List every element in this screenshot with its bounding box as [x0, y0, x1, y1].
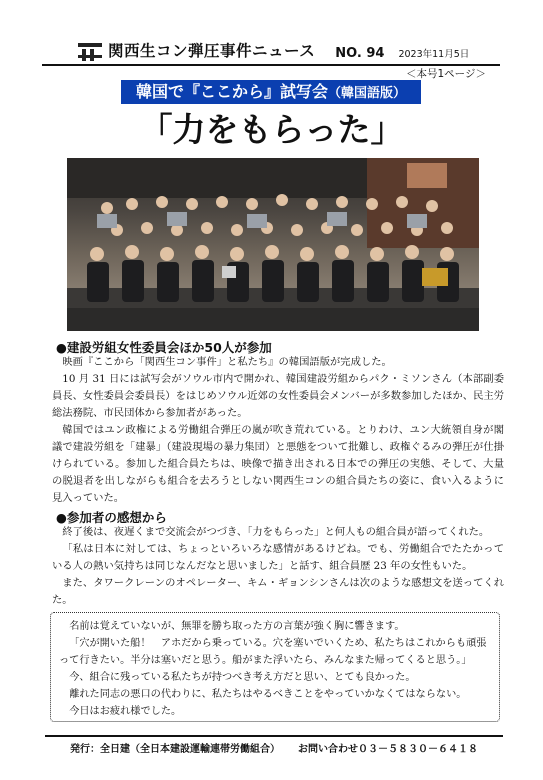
section1-paragraph: 映画『ここから「関西生コン事件」と私たち』の韓国語版が完成した。	[62, 356, 392, 368]
section2-body	[52, 524, 504, 609]
issue-date: 2023年11月5日	[398, 49, 470, 60]
union-logo-icon	[78, 41, 102, 61]
section1-paragraph: 韓国ではユン政権による労働組合弾圧の嵐が吹き荒れている。とりわけ、ユン大統領自身が閣議で建設労組を「建暴」（建設現場の暴力集団）と悪態をついて批難し、政権ぐるみの弾圧が仕掛けられている。参加した組合員たちは、映像で描き出される日本での弾圧の実態、そして、大量の脱退者を出しながらも組合を去ろうとしない関西生コンの組合員たちの姿に、食い入るように見入っていた。	[52, 424, 504, 504]
quote-paragraph: 今、組合に残っている私たちが持つべき考え方だと思い、とても良かった。	[69, 672, 416, 683]
quote-paragraph: 今日はお疲れ様でした。	[69, 706, 182, 717]
headline: 「力をもらった」	[139, 110, 404, 149]
event-banner	[121, 80, 421, 104]
newsletter-header	[42, 36, 500, 66]
banner-main-text: 韓国で『ここから』試写会	[135, 82, 328, 101]
group-photo	[67, 158, 479, 331]
section2-heading: ●参加者の感想から	[56, 510, 167, 525]
page-note: ＜本号1ページ＞	[406, 68, 486, 80]
section1-heading: ●建設労組女性委員会ほか50人が参加	[56, 340, 272, 355]
quote-box	[50, 612, 500, 722]
publisher-text: 発行：全日建（全日本建設運輸連帯労働組合）	[70, 744, 280, 755]
group-photo-graphic	[67, 158, 479, 331]
section1-paragraph: 10 月 31 日には試写会がソウル市内で開かれ、韓国建設労組からパク・ミソンさん（本部副委員長、女性委員会委員長）をはじめソウル近郊の女性委員会メンバーが多数参加したほか、民主労総法務院、市民団体から参加者があった。	[52, 373, 504, 419]
section1-body	[52, 354, 504, 507]
newsletter-title: 関西生コン弾圧事件ニュース	[108, 42, 316, 60]
quote-paragraph: 名前は覚えていないが、無罪を勝ち取った方の言葉が強く胸に響きます。	[69, 621, 405, 632]
contact-text: お問い合わせ０３－５８３０－６４１８	[298, 744, 478, 755]
section2-paragraph: 終了後は、夜遅くまで交流会がつづき、「力をもらった」と何人もの組合員が語ってくれた。	[62, 526, 490, 538]
footer	[45, 735, 503, 755]
section2-paragraph: また、タワークレーンのオペレーター、キム・ギョンシンさんは次のような感想文を送ってくれた。	[52, 577, 504, 606]
section2-paragraph: 「私は日本に対しては、ちょっといろいろな感情があるけどね。でも、労働組合でたたかっている人の熱い気持ちは同じなんだなと思いました」と話す、組合員歴 23 年の女性もいた。	[52, 543, 504, 572]
quote-paragraph: 「穴が開いた船！ アホだから乗っている。穴を塞いでいくため、私たちはこれからも頑張って行きたい。半分は塞いだと思う。船がまた浮いたら、みんなまた帰ってくると思う。」	[59, 638, 487, 666]
banner-sub-text: （韓国語版）	[328, 86, 407, 101]
quote-paragraph: 離れた同志の悪口の代わりに、私たちはやるべきことをやっていかなくてはならない。	[69, 689, 467, 700]
issue-number: NO. 94	[335, 46, 385, 61]
